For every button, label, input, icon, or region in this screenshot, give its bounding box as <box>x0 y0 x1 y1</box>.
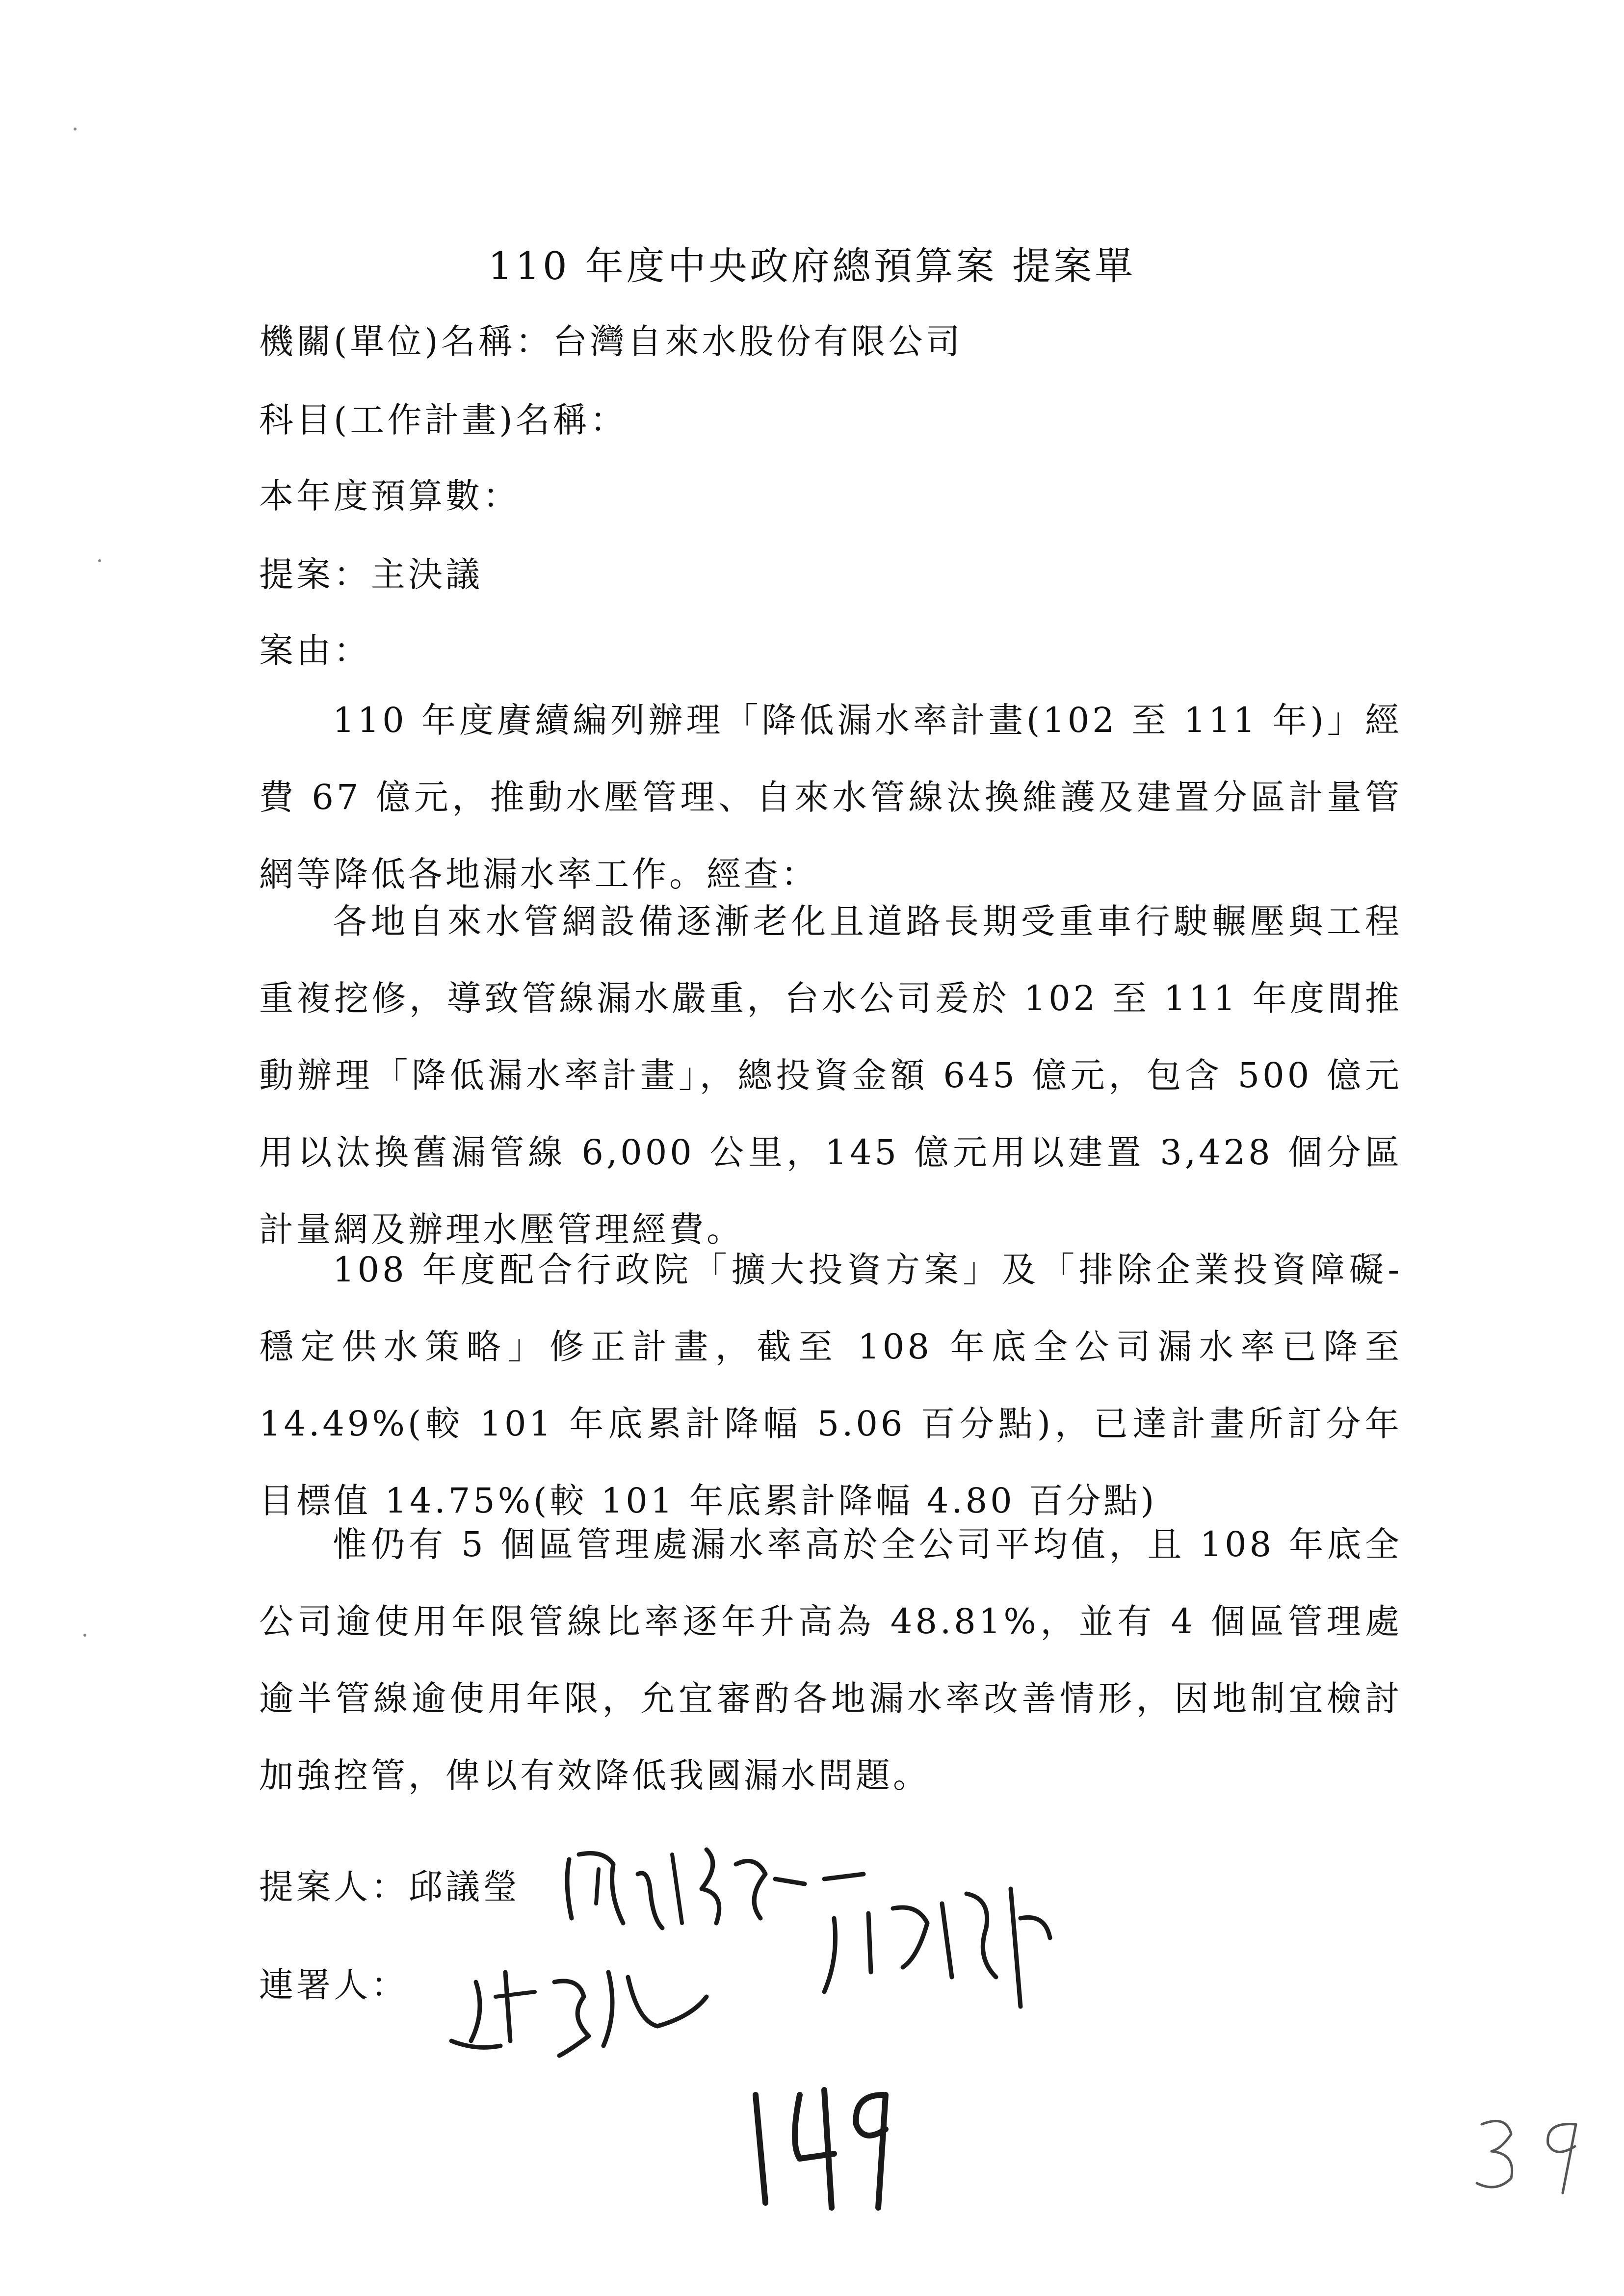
field-reason <box>259 623 371 673</box>
field-proposal-type <box>259 547 483 597</box>
field-proposal-type-label: 提案： <box>259 554 371 595</box>
scan-speck <box>83 1634 86 1637</box>
paragraph-4: 惟仍有 5 個區管理處漏水率高於全公司平均值，且 108 年底全公司逾使用年限管線比率逐年升高為 48.81%，並有 4 個區管理處逾半管線逾使用年限，允宜審酌各地漏水率改善情形，因地制宜檢討加強控管，俾以有效降低我國漏水問題。 <box>259 1524 1402 1796</box>
handwritten-page-number <box>736 2075 913 2222</box>
paragraph-1: 110 年度賡續編列辦理「降低漏水率計畫(102 至 111 年)」經費 67 億元，推動水壓管理、自來水管線汰換維護及建置分區計量管網等降低各地漏水率工作。經查： <box>259 700 1402 894</box>
scan-speck <box>98 559 101 562</box>
document-title: 110 年度中央政府總預算案 提案單 <box>488 244 1136 288</box>
paragraph-3: 108 年度配合行政院「擴大投資方案」及「排除企業投資障礙-穩定供水策略」修正計畫，截至 108 年底全公司漏水率已降至 14.49%(較 101 年底累計降幅 5.06 百分點)，已達計畫所訂分年目標值 14.75%(較 101 年底累計降幅 4.80 百分點) <box>259 1250 1402 1521</box>
field-budget-item-label: 科目(工作計畫)名稱： <box>259 400 628 440</box>
field-agency <box>259 314 963 364</box>
paragraph-2: 各地自來水管網設備逐漸老化且道路長期受重車行駛輾壓與工程重複挖修，導致管線漏水嚴重，台水公司爰於 102 至 111 年度間推動辦理「降低漏水率計畫」，總投資金額 645 億元，包含 500 億元用以汰換舊漏管線 6,000 公里，145 億元用以建置 3,428 個分區計量網及辦理水壓管理經費。 <box>259 901 1402 1250</box>
field-budget-item <box>259 392 628 442</box>
corner-page-number <box>1467 2105 1595 2203</box>
proposer-signature <box>550 1825 824 1953</box>
field-agency-value: 台灣自來水股份有限公司 <box>552 321 963 362</box>
cosigner-signature-2 <box>432 1943 736 2070</box>
cosigner-label: 連署人： <box>259 1965 408 2005</box>
cosigner-signature-1 <box>805 1859 1079 2026</box>
field-reason-label: 案由： <box>259 630 371 671</box>
field-proposal-type-value: 主決議 <box>371 554 483 595</box>
scan-speck <box>74 128 77 130</box>
field-agency-label: 機關(單位)名稱： <box>259 321 553 362</box>
field-budget-amount <box>259 469 520 518</box>
field-budget-amount-label: 本年度預算數： <box>259 476 520 516</box>
proposer-line <box>259 1859 520 1909</box>
proposer-label: 提案人： <box>259 1867 408 1907</box>
proposer-name: 邱議瑩 <box>408 1867 520 1907</box>
